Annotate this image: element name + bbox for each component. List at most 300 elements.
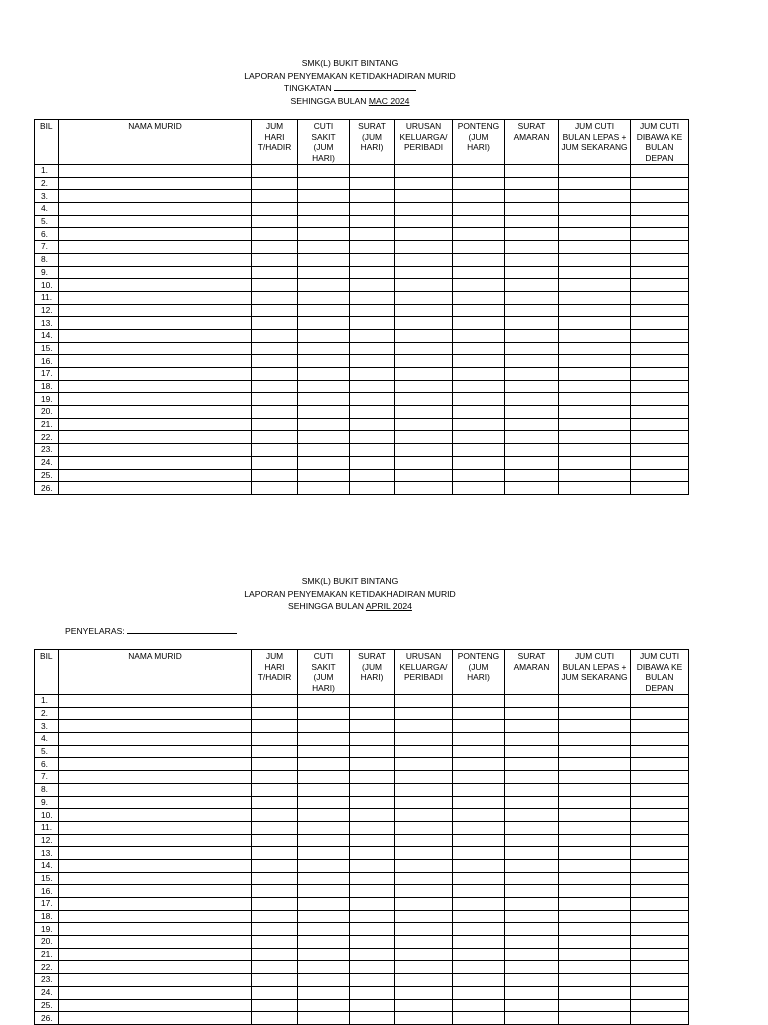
- ponteng-cell[interactable]: [453, 834, 505, 847]
- ponteng-cell[interactable]: [453, 456, 505, 469]
- jum-cuti-dibawa-cell[interactable]: [631, 279, 689, 292]
- jum-cuti-lepas-cell[interactable]: [559, 707, 631, 720]
- surat-amaran-cell[interactable]: [505, 368, 559, 381]
- jum-cuti-lepas-cell[interactable]: [559, 203, 631, 216]
- surat-cell[interactable]: [350, 948, 395, 961]
- cuti-sakit-cell[interactable]: [298, 898, 350, 911]
- nama-murid-cell[interactable]: [59, 304, 252, 317]
- nama-murid-cell[interactable]: [59, 720, 252, 733]
- jum-hari-hadir-cell[interactable]: [252, 380, 298, 393]
- urusan-cell[interactable]: [395, 342, 453, 355]
- surat-amaran-cell[interactable]: [505, 253, 559, 266]
- urusan-cell[interactable]: [395, 1012, 453, 1025]
- ponteng-cell[interactable]: [453, 406, 505, 419]
- ponteng-cell[interactable]: [453, 368, 505, 381]
- urusan-cell[interactable]: [395, 469, 453, 482]
- ponteng-cell[interactable]: [453, 266, 505, 279]
- cuti-sakit-cell[interactable]: [298, 482, 350, 495]
- cuti-sakit-cell[interactable]: [298, 948, 350, 961]
- jum-hari-hadir-cell[interactable]: [252, 482, 298, 495]
- surat-cell[interactable]: [350, 695, 395, 708]
- surat-cell[interactable]: [350, 809, 395, 822]
- nama-murid-cell[interactable]: [59, 203, 252, 216]
- jum-cuti-dibawa-cell[interactable]: [631, 885, 689, 898]
- nama-murid-cell[interactable]: [59, 317, 252, 330]
- jum-hari-hadir-cell[interactable]: [252, 847, 298, 860]
- surat-amaran-cell[interactable]: [505, 165, 559, 178]
- surat-amaran-cell[interactable]: [505, 418, 559, 431]
- nama-murid-cell[interactable]: [59, 190, 252, 203]
- urusan-cell[interactable]: [395, 456, 453, 469]
- surat-cell[interactable]: [350, 393, 395, 406]
- jum-cuti-dibawa-cell[interactable]: [631, 821, 689, 834]
- jum-cuti-dibawa-cell[interactable]: [631, 898, 689, 911]
- urusan-cell[interactable]: [395, 406, 453, 419]
- jum-cuti-dibawa-cell[interactable]: [631, 923, 689, 936]
- jum-cuti-dibawa-cell[interactable]: [631, 999, 689, 1012]
- surat-amaran-cell[interactable]: [505, 898, 559, 911]
- surat-cell[interactable]: [350, 165, 395, 178]
- cuti-sakit-cell[interactable]: [298, 986, 350, 999]
- jum-cuti-dibawa-cell[interactable]: [631, 783, 689, 796]
- ponteng-cell[interactable]: [453, 317, 505, 330]
- jum-hari-hadir-cell[interactable]: [252, 241, 298, 254]
- jum-hari-hadir-cell[interactable]: [252, 986, 298, 999]
- jum-cuti-dibawa-cell[interactable]: [631, 834, 689, 847]
- cuti-sakit-cell[interactable]: [298, 304, 350, 317]
- surat-cell[interactable]: [350, 444, 395, 457]
- urusan-cell[interactable]: [395, 203, 453, 216]
- jum-hari-hadir-cell[interactable]: [252, 431, 298, 444]
- jum-hari-hadir-cell[interactable]: [252, 758, 298, 771]
- cuti-sakit-cell[interactable]: [298, 266, 350, 279]
- surat-cell[interactable]: [350, 355, 395, 368]
- cuti-sakit-cell[interactable]: [298, 796, 350, 809]
- jum-cuti-lepas-cell[interactable]: [559, 796, 631, 809]
- surat-amaran-cell[interactable]: [505, 469, 559, 482]
- jum-cuti-lepas-cell[interactable]: [559, 859, 631, 872]
- cuti-sakit-cell[interactable]: [298, 456, 350, 469]
- nama-murid-cell[interactable]: [59, 733, 252, 746]
- surat-amaran-cell[interactable]: [505, 342, 559, 355]
- surat-amaran-cell[interactable]: [505, 203, 559, 216]
- surat-amaran-cell[interactable]: [505, 228, 559, 241]
- surat-cell[interactable]: [350, 317, 395, 330]
- urusan-cell[interactable]: [395, 974, 453, 987]
- surat-amaran-cell[interactable]: [505, 393, 559, 406]
- jum-cuti-lepas-cell[interactable]: [559, 241, 631, 254]
- cuti-sakit-cell[interactable]: [298, 380, 350, 393]
- jum-cuti-lepas-cell[interactable]: [559, 444, 631, 457]
- jum-hari-hadir-cell[interactable]: [252, 228, 298, 241]
- cuti-sakit-cell[interactable]: [298, 368, 350, 381]
- jum-hari-hadir-cell[interactable]: [252, 771, 298, 784]
- jum-cuti-dibawa-cell[interactable]: [631, 695, 689, 708]
- nama-murid-cell[interactable]: [59, 707, 252, 720]
- surat-amaran-cell[interactable]: [505, 456, 559, 469]
- jum-hari-hadir-cell[interactable]: [252, 1012, 298, 1025]
- ponteng-cell[interactable]: [453, 707, 505, 720]
- cuti-sakit-cell[interactable]: [298, 936, 350, 949]
- jum-cuti-lepas-cell[interactable]: [559, 986, 631, 999]
- nama-murid-cell[interactable]: [59, 368, 252, 381]
- jum-hari-hadir-cell[interactable]: [252, 444, 298, 457]
- ponteng-cell[interactable]: [453, 355, 505, 368]
- cuti-sakit-cell[interactable]: [298, 329, 350, 342]
- surat-amaran-cell[interactable]: [505, 444, 559, 457]
- jum-cuti-lepas-cell[interactable]: [559, 266, 631, 279]
- ponteng-cell[interactable]: [453, 923, 505, 936]
- ponteng-cell[interactable]: [453, 228, 505, 241]
- cuti-sakit-cell[interactable]: [298, 342, 350, 355]
- cuti-sakit-cell[interactable]: [298, 431, 350, 444]
- urusan-cell[interactable]: [395, 482, 453, 495]
- jum-cuti-lepas-cell[interactable]: [559, 1012, 631, 1025]
- form1-tingkatan-blank[interactable]: [334, 82, 416, 91]
- surat-amaran-cell[interactable]: [505, 783, 559, 796]
- nama-murid-cell[interactable]: [59, 936, 252, 949]
- surat-amaran-cell[interactable]: [505, 190, 559, 203]
- jum-hari-hadir-cell[interactable]: [252, 885, 298, 898]
- surat-cell[interactable]: [350, 1012, 395, 1025]
- urusan-cell[interactable]: [395, 368, 453, 381]
- cuti-sakit-cell[interactable]: [298, 783, 350, 796]
- ponteng-cell[interactable]: [453, 431, 505, 444]
- urusan-cell[interactable]: [395, 898, 453, 911]
- ponteng-cell[interactable]: [453, 695, 505, 708]
- jum-cuti-dibawa-cell[interactable]: [631, 872, 689, 885]
- ponteng-cell[interactable]: [453, 783, 505, 796]
- surat-amaran-cell[interactable]: [505, 1012, 559, 1025]
- ponteng-cell[interactable]: [453, 482, 505, 495]
- ponteng-cell[interactable]: [453, 393, 505, 406]
- jum-cuti-dibawa-cell[interactable]: [631, 228, 689, 241]
- jum-cuti-lepas-cell[interactable]: [559, 406, 631, 419]
- cuti-sakit-cell[interactable]: [298, 177, 350, 190]
- cuti-sakit-cell[interactable]: [298, 809, 350, 822]
- urusan-cell[interactable]: [395, 380, 453, 393]
- urusan-cell[interactable]: [395, 190, 453, 203]
- jum-cuti-dibawa-cell[interactable]: [631, 961, 689, 974]
- jum-cuti-dibawa-cell[interactable]: [631, 393, 689, 406]
- surat-amaran-cell[interactable]: [505, 847, 559, 860]
- surat-amaran-cell[interactable]: [505, 406, 559, 419]
- jum-hari-hadir-cell[interactable]: [252, 342, 298, 355]
- surat-cell[interactable]: [350, 961, 395, 974]
- jum-cuti-lepas-cell[interactable]: [559, 380, 631, 393]
- surat-cell[interactable]: [350, 253, 395, 266]
- jum-cuti-lepas-cell[interactable]: [559, 733, 631, 746]
- jum-cuti-lepas-cell[interactable]: [559, 393, 631, 406]
- urusan-cell[interactable]: [395, 393, 453, 406]
- surat-cell[interactable]: [350, 923, 395, 936]
- jum-cuti-lepas-cell[interactable]: [559, 215, 631, 228]
- surat-amaran-cell[interactable]: [505, 380, 559, 393]
- urusan-cell[interactable]: [395, 783, 453, 796]
- nama-murid-cell[interactable]: [59, 355, 252, 368]
- urusan-cell[interactable]: [395, 329, 453, 342]
- ponteng-cell[interactable]: [453, 936, 505, 949]
- surat-amaran-cell[interactable]: [505, 872, 559, 885]
- jum-cuti-lepas-cell[interactable]: [559, 936, 631, 949]
- ponteng-cell[interactable]: [453, 809, 505, 822]
- surat-amaran-cell[interactable]: [505, 961, 559, 974]
- jum-cuti-dibawa-cell[interactable]: [631, 266, 689, 279]
- ponteng-cell[interactable]: [453, 418, 505, 431]
- jum-hari-hadir-cell[interactable]: [252, 834, 298, 847]
- surat-cell[interactable]: [350, 733, 395, 746]
- cuti-sakit-cell[interactable]: [298, 707, 350, 720]
- ponteng-cell[interactable]: [453, 215, 505, 228]
- ponteng-cell[interactable]: [453, 986, 505, 999]
- jum-hari-hadir-cell[interactable]: [252, 355, 298, 368]
- ponteng-cell[interactable]: [453, 253, 505, 266]
- jum-hari-hadir-cell[interactable]: [252, 821, 298, 834]
- nama-murid-cell[interactable]: [59, 796, 252, 809]
- surat-cell[interactable]: [350, 898, 395, 911]
- jum-cuti-dibawa-cell[interactable]: [631, 469, 689, 482]
- jum-hari-hadir-cell[interactable]: [252, 974, 298, 987]
- surat-cell[interactable]: [350, 847, 395, 860]
- ponteng-cell[interactable]: [453, 720, 505, 733]
- surat-cell[interactable]: [350, 720, 395, 733]
- ponteng-cell[interactable]: [453, 859, 505, 872]
- urusan-cell[interactable]: [395, 923, 453, 936]
- nama-murid-cell[interactable]: [59, 923, 252, 936]
- jum-cuti-lepas-cell[interactable]: [559, 809, 631, 822]
- jum-cuti-lepas-cell[interactable]: [559, 418, 631, 431]
- cuti-sakit-cell[interactable]: [298, 291, 350, 304]
- jum-cuti-lepas-cell[interactable]: [559, 304, 631, 317]
- jum-hari-hadir-cell[interactable]: [252, 406, 298, 419]
- jum-cuti-dibawa-cell[interactable]: [631, 720, 689, 733]
- nama-murid-cell[interactable]: [59, 253, 252, 266]
- surat-amaran-cell[interactable]: [505, 329, 559, 342]
- urusan-cell[interactable]: [395, 948, 453, 961]
- nama-murid-cell[interactable]: [59, 393, 252, 406]
- jum-hari-hadir-cell[interactable]: [252, 456, 298, 469]
- surat-amaran-cell[interactable]: [505, 948, 559, 961]
- jum-cuti-dibawa-cell[interactable]: [631, 418, 689, 431]
- surat-cell[interactable]: [350, 910, 395, 923]
- surat-cell[interactable]: [350, 241, 395, 254]
- surat-amaran-cell[interactable]: [505, 695, 559, 708]
- urusan-cell[interactable]: [395, 859, 453, 872]
- urusan-cell[interactable]: [395, 796, 453, 809]
- jum-cuti-dibawa-cell[interactable]: [631, 910, 689, 923]
- jum-cuti-lepas-cell[interactable]: [559, 961, 631, 974]
- cuti-sakit-cell[interactable]: [298, 253, 350, 266]
- jum-cuti-lepas-cell[interactable]: [559, 177, 631, 190]
- ponteng-cell[interactable]: [453, 190, 505, 203]
- ponteng-cell[interactable]: [453, 910, 505, 923]
- surat-cell[interactable]: [350, 783, 395, 796]
- cuti-sakit-cell[interactable]: [298, 317, 350, 330]
- urusan-cell[interactable]: [395, 215, 453, 228]
- surat-cell[interactable]: [350, 342, 395, 355]
- jum-cuti-lepas-cell[interactable]: [559, 695, 631, 708]
- ponteng-cell[interactable]: [453, 304, 505, 317]
- ponteng-cell[interactable]: [453, 821, 505, 834]
- urusan-cell[interactable]: [395, 266, 453, 279]
- jum-hari-hadir-cell[interactable]: [252, 190, 298, 203]
- urusan-cell[interactable]: [395, 771, 453, 784]
- ponteng-cell[interactable]: [453, 203, 505, 216]
- jum-cuti-dibawa-cell[interactable]: [631, 444, 689, 457]
- ponteng-cell[interactable]: [453, 796, 505, 809]
- ponteng-cell[interactable]: [453, 165, 505, 178]
- jum-hari-hadir-cell[interactable]: [252, 469, 298, 482]
- surat-amaran-cell[interactable]: [505, 707, 559, 720]
- urusan-cell[interactable]: [395, 809, 453, 822]
- nama-murid-cell[interactable]: [59, 758, 252, 771]
- urusan-cell[interactable]: [395, 758, 453, 771]
- jum-cuti-lepas-cell[interactable]: [559, 745, 631, 758]
- urusan-cell[interactable]: [395, 165, 453, 178]
- surat-amaran-cell[interactable]: [505, 936, 559, 949]
- urusan-cell[interactable]: [395, 720, 453, 733]
- jum-hari-hadir-cell[interactable]: [252, 872, 298, 885]
- jum-cuti-dibawa-cell[interactable]: [631, 406, 689, 419]
- nama-murid-cell[interactable]: [59, 380, 252, 393]
- surat-amaran-cell[interactable]: [505, 821, 559, 834]
- jum-cuti-lepas-cell[interactable]: [559, 834, 631, 847]
- jum-cuti-dibawa-cell[interactable]: [631, 355, 689, 368]
- jum-cuti-dibawa-cell[interactable]: [631, 329, 689, 342]
- jum-cuti-lepas-cell[interactable]: [559, 368, 631, 381]
- jum-cuti-dibawa-cell[interactable]: [631, 482, 689, 495]
- surat-amaran-cell[interactable]: [505, 733, 559, 746]
- jum-hari-hadir-cell[interactable]: [252, 999, 298, 1012]
- jum-cuti-lepas-cell[interactable]: [559, 783, 631, 796]
- surat-amaran-cell[interactable]: [505, 834, 559, 847]
- surat-cell[interactable]: [350, 203, 395, 216]
- jum-cuti-dibawa-cell[interactable]: [631, 215, 689, 228]
- jum-cuti-lepas-cell[interactable]: [559, 872, 631, 885]
- nama-murid-cell[interactable]: [59, 872, 252, 885]
- cuti-sakit-cell[interactable]: [298, 203, 350, 216]
- cuti-sakit-cell[interactable]: [298, 190, 350, 203]
- nama-murid-cell[interactable]: [59, 898, 252, 911]
- nama-murid-cell[interactable]: [59, 291, 252, 304]
- ponteng-cell[interactable]: [453, 329, 505, 342]
- surat-amaran-cell[interactable]: [505, 745, 559, 758]
- surat-cell[interactable]: [350, 469, 395, 482]
- surat-cell[interactable]: [350, 215, 395, 228]
- jum-cuti-lepas-cell[interactable]: [559, 291, 631, 304]
- jum-cuti-dibawa-cell[interactable]: [631, 936, 689, 949]
- urusan-cell[interactable]: [395, 986, 453, 999]
- jum-hari-hadir-cell[interactable]: [252, 809, 298, 822]
- cuti-sakit-cell[interactable]: [298, 872, 350, 885]
- urusan-cell[interactable]: [395, 961, 453, 974]
- nama-murid-cell[interactable]: [59, 809, 252, 822]
- cuti-sakit-cell[interactable]: [298, 821, 350, 834]
- surat-cell[interactable]: [350, 885, 395, 898]
- ponteng-cell[interactable]: [453, 380, 505, 393]
- cuti-sakit-cell[interactable]: [298, 695, 350, 708]
- surat-amaran-cell[interactable]: [505, 241, 559, 254]
- nama-murid-cell[interactable]: [59, 961, 252, 974]
- nama-murid-cell[interactable]: [59, 771, 252, 784]
- jum-cuti-dibawa-cell[interactable]: [631, 948, 689, 961]
- jum-cuti-dibawa-cell[interactable]: [631, 342, 689, 355]
- surat-amaran-cell[interactable]: [505, 923, 559, 936]
- nama-murid-cell[interactable]: [59, 910, 252, 923]
- surat-amaran-cell[interactable]: [505, 974, 559, 987]
- jum-cuti-lepas-cell[interactable]: [559, 898, 631, 911]
- ponteng-cell[interactable]: [453, 961, 505, 974]
- jum-hari-hadir-cell[interactable]: [252, 291, 298, 304]
- ponteng-cell[interactable]: [453, 898, 505, 911]
- jum-hari-hadir-cell[interactable]: [252, 783, 298, 796]
- jum-cuti-dibawa-cell[interactable]: [631, 456, 689, 469]
- jum-cuti-dibawa-cell[interactable]: [631, 847, 689, 860]
- nama-murid-cell[interactable]: [59, 228, 252, 241]
- jum-hari-hadir-cell[interactable]: [252, 948, 298, 961]
- urusan-cell[interactable]: [395, 177, 453, 190]
- jum-cuti-dibawa-cell[interactable]: [631, 190, 689, 203]
- surat-amaran-cell[interactable]: [505, 279, 559, 292]
- urusan-cell[interactable]: [395, 291, 453, 304]
- cuti-sakit-cell[interactable]: [298, 758, 350, 771]
- cuti-sakit-cell[interactable]: [298, 228, 350, 241]
- urusan-cell[interactable]: [395, 999, 453, 1012]
- cuti-sakit-cell[interactable]: [298, 847, 350, 860]
- jum-hari-hadir-cell[interactable]: [252, 898, 298, 911]
- cuti-sakit-cell[interactable]: [298, 999, 350, 1012]
- jum-hari-hadir-cell[interactable]: [252, 796, 298, 809]
- jum-cuti-lepas-cell[interactable]: [559, 948, 631, 961]
- jum-cuti-lepas-cell[interactable]: [559, 165, 631, 178]
- nama-murid-cell[interactable]: [59, 279, 252, 292]
- cuti-sakit-cell[interactable]: [298, 444, 350, 457]
- surat-cell[interactable]: [350, 821, 395, 834]
- surat-cell[interactable]: [350, 406, 395, 419]
- surat-amaran-cell[interactable]: [505, 999, 559, 1012]
- nama-murid-cell[interactable]: [59, 834, 252, 847]
- urusan-cell[interactable]: [395, 707, 453, 720]
- jum-hari-hadir-cell[interactable]: [252, 695, 298, 708]
- jum-cuti-dibawa-cell[interactable]: [631, 859, 689, 872]
- jum-cuti-dibawa-cell[interactable]: [631, 1012, 689, 1025]
- cuti-sakit-cell[interactable]: [298, 418, 350, 431]
- penyelaras-blank[interactable]: [127, 625, 237, 634]
- urusan-cell[interactable]: [395, 834, 453, 847]
- ponteng-cell[interactable]: [453, 733, 505, 746]
- surat-cell[interactable]: [350, 872, 395, 885]
- jum-cuti-lepas-cell[interactable]: [559, 821, 631, 834]
- surat-amaran-cell[interactable]: [505, 771, 559, 784]
- surat-amaran-cell[interactable]: [505, 986, 559, 999]
- nama-murid-cell[interactable]: [59, 165, 252, 178]
- surat-cell[interactable]: [350, 974, 395, 987]
- surat-cell[interactable]: [350, 834, 395, 847]
- nama-murid-cell[interactable]: [59, 821, 252, 834]
- jum-cuti-lepas-cell[interactable]: [559, 253, 631, 266]
- urusan-cell[interactable]: [395, 745, 453, 758]
- surat-cell[interactable]: [350, 986, 395, 999]
- surat-cell[interactable]: [350, 707, 395, 720]
- surat-amaran-cell[interactable]: [505, 482, 559, 495]
- jum-cuti-lepas-cell[interactable]: [559, 456, 631, 469]
- ponteng-cell[interactable]: [453, 974, 505, 987]
- cuti-sakit-cell[interactable]: [298, 355, 350, 368]
- jum-cuti-lepas-cell[interactable]: [559, 279, 631, 292]
- surat-cell[interactable]: [350, 304, 395, 317]
- jum-cuti-dibawa-cell[interactable]: [631, 974, 689, 987]
- jum-hari-hadir-cell[interactable]: [252, 165, 298, 178]
